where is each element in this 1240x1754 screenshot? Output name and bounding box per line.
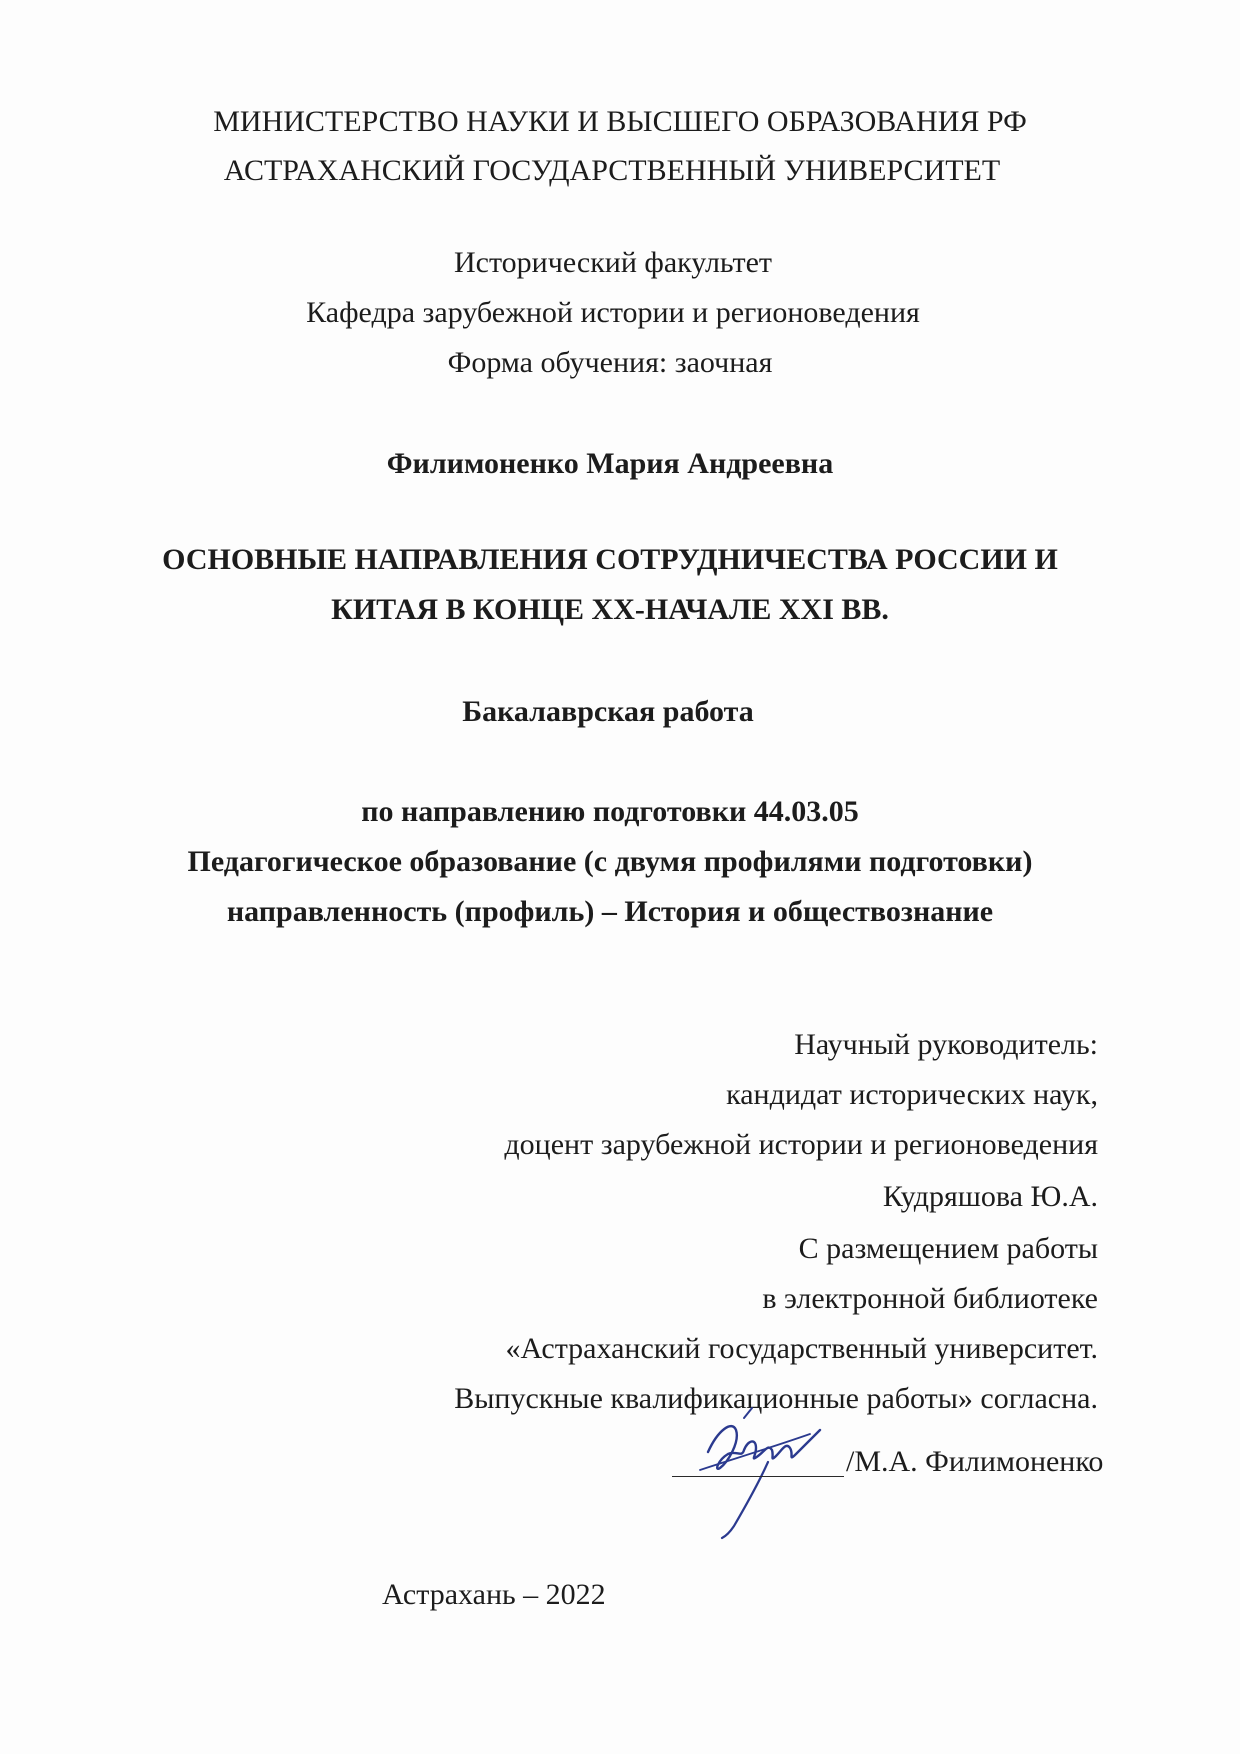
direction-code: по направлению подготовки 44.03.05: [361, 795, 859, 828]
university-heading: АСТРАХАНСКИЙ ГОСУДАРСТВЕННЫЙ УНИВЕРСИТЕТ: [223, 154, 1001, 187]
department-name: Кафедра зарубежной истории и регионоведения: [306, 296, 920, 329]
signature-line: [672, 1447, 1103, 1477]
supervisor-label: Научный руководитель:: [794, 1028, 1098, 1061]
consent-line-2: в электронной библиотеке: [762, 1282, 1098, 1315]
ministry-heading: МИНИСТЕРСТВО НАУКИ И ВЫСШЕГО ОБРАЗОВАНИЯ РФ: [213, 105, 1027, 138]
study-form: Форма обучения: заочная: [447, 346, 773, 379]
consent-line-3: «Астраханский государственный университет.: [505, 1332, 1098, 1365]
faculty-name: Исторический факультет: [453, 246, 773, 279]
thesis-title-line-2: КИТАЯ В КОНЦЕ XX-НАЧАЛЕ XXI ВВ.: [331, 593, 889, 626]
author-name: Филимоненко Мария Андреевна: [386, 447, 834, 480]
consent-line-4: Выпускные квалификационные работы» согласна.: [454, 1382, 1098, 1415]
direction-name: Педагогическое образование (с двумя профилями подготовки): [187, 845, 1033, 878]
direction-profile: направленность (профиль) – История и обществознание: [226, 895, 994, 928]
signature-underline: [672, 1456, 844, 1477]
work-type: Бакалаврская работа: [462, 695, 754, 728]
city-year: Астрахань – 2022: [382, 1578, 606, 1611]
supervisor-name: Кудряшова Ю.А.: [882, 1180, 1098, 1213]
signatory-name: /М.А. Филимоненко: [846, 1445, 1104, 1478]
supervisor-position: доцент зарубежной истории и регионоведения: [504, 1128, 1098, 1161]
consent-line-1: С размещением работы: [798, 1232, 1098, 1265]
supervisor-degree: кандидат исторических наук,: [726, 1078, 1098, 1111]
thesis-title-line-1: ОСНОВНЫЕ НАПРАВЛЕНИЯ СОТРУДНИЧЕСТВА РОССИИ И: [162, 543, 1058, 576]
